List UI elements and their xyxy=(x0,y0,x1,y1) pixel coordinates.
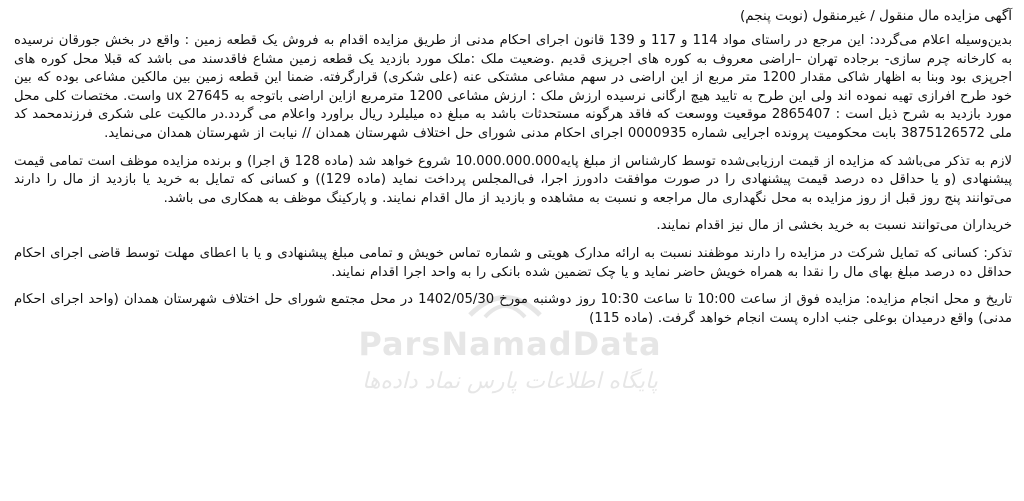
notice-paragraph-conditions: لازم به تذکر می‌باشد که مزایده از قیمت ارزیابی‌شده توسط کارشناس از مبلغ پایه10.000.000.000 شروع خواهد شد (ماده 128 ق اجرا) و برنده مزایده موظف است تمامی قیمت پیشنهادی (و یا حداقل ده درصد قیمت پیشنهادی را در صورت موافقت دادورز اجرا، فی‌المجلس پرداخت نماید (ماده 129)) و کسانی که تمایل به خرید یا بازدید از مال را دارند می‌توانند پنج روز قبل از روز مزایده به محل نگهداری مال مراجعه و نسبت به مشاهده و بازدید از مال اقدام نمایند. و پارکینگ موظف به همکاری می باشد. xyxy=(14,153,1013,206)
notice-paragraph-date-location: تاریخ و محل انجام مزایده: مزایده فوق از ساعت 10:00 تا ساعت 10:30 روز دوشنبه مورخ 1402/05/30 در محل مجتمع شورای حل اختلاف شهرستان همدان (واحد اجرای احکام مدنی) واقع درمیدان بوعلی جنب اداره پست انجام خواهد گرفت. (ماده 115) xyxy=(14,292,1012,326)
notice-title: آگهی مزایده مال منقول / غیرمنقول (نوبت پنجم) xyxy=(740,8,1012,24)
watermark-persian-text: پایگاه اطلاعات پارس نماد داده‌ها xyxy=(362,369,658,394)
notice-paragraph-reminder: تذکر: کسانی که تمایل شرکت در مزایده را دارند موظفند نسبت به ارائه مدارک هویتی و شماره تماس خویش و تمامی مبلغ پیشنهادی و یا با اعطای مهلت توسط قاضی اجرای احکام حداقل ده درصد مبلغ بهای مال را نقدا به همراه خویش حاضر نماید و یا چک تضمین شده بانکی را به واحد اجرا اقدام نمایند. xyxy=(14,245,1012,280)
notice-paragraph-property: بدین‌وسیله اعلام می‌گردد: این مرجع در راستای مواد 114 و 117 و 139 قانون اجرای احکام مدنی از طریق مزایده اقدام به فروش یک قطعه زمین : واقع در بخش جورقان نرسیده به کارخانه چرم سازی- برجاده تهران –اراضی معروف به کوره های اجرپزی قدیم .وضعیت ملک :ملک مورد بازدید یک قطعه زمین مشاع فاقدسند می باشد که قبلا محل کوره های اجرپزی بود وبنا به اظهار شاکی مقدار 1200 متر مربع از این اراضی در سهم مشاعی مشتکی عنه (علی شکری) قرارگرفته. ضمنا این قطعه زمین بین مالکین مشاعی بوده که بین خود طرح افرازی تهیه نموده اند ولی این طرح به تایید هیچ ارگانی نرسیده ارزش ملک : ارزش مشاعی 1200 مترمربع ازاین اراضی باتوجه به 27645 ux واست. مختصات کلی محل مورد بازدید به شرح ذیل است : 2865407 موقعیت ووسعت که فاقد هرگونه مستحدثات باشد به مبلغ ده میلیلرد ریال براورد واعلام می گردد.در مالکیت علی شکری فرزندمحمد کد ملی 3875126572 بابت محکومیت پرونده اجرایی شماره 0000935 اجرای احکام مدنی شورای حل اختلاف شهرستان همدان // نیابت از شهرستان همدان می‌نماید. xyxy=(14,33,1012,141)
notice-paragraph-partial-purchase: خریداران می‌توانند نسبت به خرید بخشی از مال نیز اقدام نمایند. xyxy=(656,218,1012,234)
watermark-latin-text: ParsNamadData xyxy=(358,325,662,363)
